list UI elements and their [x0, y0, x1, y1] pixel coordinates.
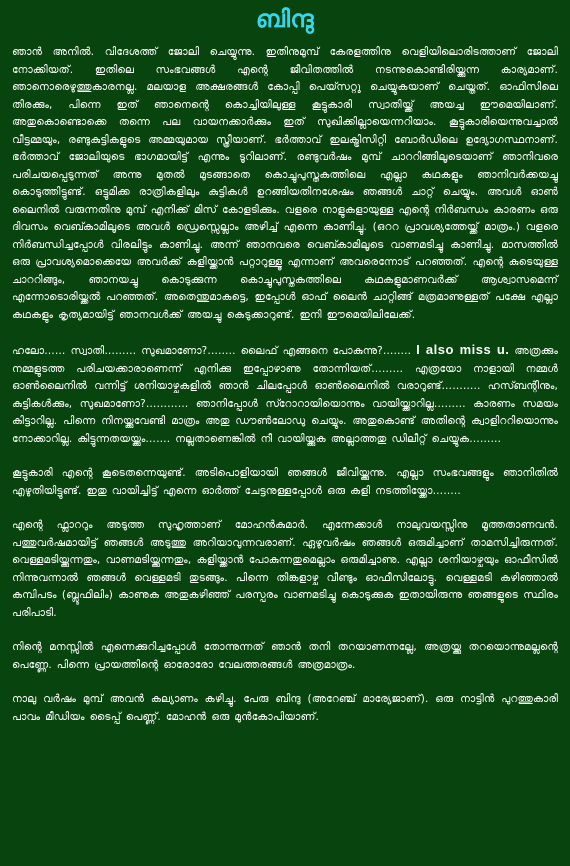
paragraph-text: നിന്റെ മനസ്സിൽ എന്നെക്കുറിച്ചപ്പോൾ തോന്നുന്നത് ഞാൻ തനി തറയാണന്നല്ലേ, അത്രയ്ക്കു തറയൊന്നുമല്ലന്റെ പെണ്ണേ. പിന്നെ പ്രായത്തിന്റെ ഓരോരോ വേലത്തരങ്ങൾ അത്രമാത്രം.: [12, 641, 558, 671]
emphasis-text: I also miss u.: [416, 342, 510, 357]
paragraph-text: അത്രക്കും നമ്മളുടത്ത പരിചയക്കാരാണെന്ന് എനിക്കു ഇപ്പോഴാണു തോന്നിയത്……… എത്രയോ നാളായി നമ്മൾ ഓൺലൈനിൽ വന്നിട്ട് ശനിയാഴ്ചകളിൽ ഞാൻ ചിലപ്പോൾ ഓൺലൈനിൽ വരാറുണ്ട്……….. ഹസ്ബന്റിനും, കുട്ടികൾക്കും, സുഖമാണോ?………… ഞാനിപ്പോൾ സ്റോറായിയൊന്നും വായിയ്ക്കാറില്ല……… കാരണം സമയം കിട്ടാറില്ല. പിന്നെ നിനയ്ക്കുവേണ്ടി മാത്രം അതു ഡൗൺലോഡു ചെയ്യും. അതുകൊണ്ട് അതിന്റെ ക്വാളിററിയൊന്നും നോക്കാറില്ല. കിട്ടുന്നതയയ്ക്കും……. നല്ലതാണെങ്കിൽ നീ വായിയ്ക്കുക അല്ലാത്തതു ഡിലീറ്റ് ചെയ്യുക………: [12, 345, 558, 445]
paragraph-text: ഹലോ…… സ്വാതി……… സുഖമാണോ?…….. ലൈഫ് എങ്ങനെ പോകുന്നു?……..: [12, 345, 417, 357]
paragraph-text: എന്റെ ഫ്ലാററും അടുത്ത സുഹൃത്താണ് മോഹൻകുമാർ. എന്നേക്കാൾ നാലുവയസ്സിനു മൂത്തതാണവൻ. പത്തുവർഷമായിട്ട് ഞങ്ങൾ അടുത്തു അറിയാവുന്നവരാണ്. ഏഴുവർഷം ഞങ്ങൾ ഒരുമിച്ചാണ് താമസിച്ചിരുന്നത്. വെള്ളമടിയ്ക്കുന്നതും, വാണമടിയ്ക്കുന്നതും, കളിയ്ക്കാൻ പോകുന്നതുമെല്ലാം ഒരുമിച്ചാണു. എല്ലാ ശനിയാഴ്ചയും ഓഫീസിൽ നിന്നുവന്നാൽ ഞങ്ങൾ വെള്ളമടി തുടങ്ങും. പിന്നെ തിങ്കളാഴ്ച വീണ്ടും ഓഫീസിലോട്ടു. വെള്ളമടി കഴിഞ്ഞാൽ കമ്പിപടം (ബ്ലൂഫിലിം) കാണുക അതുകഴിഞ്ഞ് പരസ്പരം വാണമടിച്ചു കൊടുക്കുക ഇതായിരുന്നു ഞങ്ങളുടെ സ്ഥിരം പരിപാടി.: [12, 519, 558, 619]
paragraph-text: ഞാൻ അനിൽ. വിദേശത്ത് ജോലി ചെയ്യുന്നു. ഇതിനുമുമ്പ് കേരളത്തിനു വെളിയിലൊരിടത്താണ് ജോലി നോക്കിയത്. ഇതിലെ സംഭവങ്ങൾ എന്റെ ജീവിതത്തിൽ നടന്നുകൊണ്ടിരിയ്ക്കുന്ന കാര്യമാണ്. ഞാനൊരെഴുത്തുകാരനല്ല. മലയാള അക്ഷരങ്ങൾ കോപ്പി പെയ്സറ്റു ചെയ്യുകയാണ് ചെയ്തത്. ഓഫിസിലെ തിരക്കും, പിന്നെ ഇത് ഞാനെന്റെ കൊച്ചിയിലുള്ള കൂട്ടുകാരി സ്വാതിയ്ക്ക് അയച്ച ഈമെയിലാണ്. അതുകൊണ്ടൊക്കെ തന്നെ പല വായനക്കാർക്കും ഇത് സുഖിക്കില്ലായെന്നറിയാം. കൂട്ടുകാരിയെന്നുവച്ചാൽ വീട്ടമ്മയും, രണ്ടുകുട്ടികളുടെ അമ്മയുമായ സ്ത്രീയാണ്. ഭർത്താവ് ഇലക്ട്രിസിറ്റി ബോർഡിലെ ഉദ്യോഗസ്ഥനാണ്. ഭർത്താവ് ജോലിയുടെ ഭാഗമായിട്ട് എന്നും ടൂറിലാണ്. രണ്ടുവർഷം മുമ്പ് ചാററിങ്ങിലൂടെയാണ് ഞാനിവരെ പരിചയപ്പെടുന്നത് അന്നു മുതൽ മുടങ്ങാതെ കൊച്ചുപുസ്തകത്തിലെ എല്ലാ കഥകളും ഞാനിവർക്കയച്ചു കൊടുത്തിട്ടുണ്ട്. ഒട്ടുമിക്ക രാത്രികളിലും കുട്ടികൾ ഉറങ്ങിയതിനശേഷം ഞങ്ങൾ ചാറ്റ് ചെയ്യും. അവൾ ഓൺ ലൈനിൽ വരുന്നതിനു മുമ്പ് എനിക്ക് മിസ് കോളടിക്കും. വളരെ നാളുകളായുള്ള എന്റെ നിർബന്ധം കാരണം ഒരു ദിവസം വെബ്കാമിലൂടെ അവൾ ഡ്രെസ്സെല്ലാം അഴിച്ച് എന്നെ കാണിച്ചു. (ഒററ പ്രാവശ്യത്തേയ്ക്ക് മാത്രം.) വളരെ നിർബന്ധിച്ചപ്പോൾ വിരലിട്ടും കാണിച്ചു. അന്ന് ഞാനവരെ വെബ്കാമിലൂടെ വാണമടിച്ചു കാണിച്ചു. മാസത്തിൽ ഒരു പ്രാവശ്യമൊക്കെയേ അവർക്ക് കളിയ്ക്കാൻ പറ്റാറുള്ളൂ എന്നാണ് അവരെന്നോട് പറഞ്ഞത്. എന്റെ കുടെയുള്ള ചാററിങ്ങും, ഞാനയച്ചു കൊടുക്കുന്ന കൊച്ചുപുസ്തകത്തിലെ കഥകളുമാണവർക്ക് ആശ്വാസമെന്ന് എന്നോടൊരിയ്ക്കൽ പറഞ്ഞത്. അതെന്തുമാകട്ടെ, ഇപ്പോൾ ഓഫ് ലൈൻ ചാറ്റിങ്ങ് മത്രമാണുള്ളത് പക്ഷേ എല്ലാ കഥകളും കൃത്യമായിട്ട് ഞാനവൾക്ക് അയച്ചു കെടുക്കാറുണ്ട്. ഇനി ഈമെയിലിലേക്ക്.: [12, 46, 558, 321]
story-paragraph-mohan: [12, 517, 558, 622]
story-title: ബിന്ദു: [255, 5, 315, 33]
story-paragraph-greeting: [12, 341, 558, 448]
paragraph-text: നാലു വർഷം മുമ്പ് അവൻ കല്യാണം കഴിച്ചു. പേരു ബിന്ദു (അറേഞ്ച് മാര്യേജാണ്). ഒരു നാട്ടിൻ പുറത്തുകാരി പാവം മീഡിയം ടൈപ്പ് പെണ്ണ്. മോഹൻ ഒരു മുൻകോപിയാണ്.: [12, 693, 558, 723]
story-paragraph-marriage: [12, 691, 558, 726]
story-paragraph-friend: [12, 465, 558, 500]
story-paragraph-intro: [12, 44, 558, 324]
story-paragraph-thoughts: [12, 639, 558, 674]
story-page: [0, 5, 570, 866]
paragraph-text: കൂട്ടുകാരി എന്റെ കൂടെതന്നെയുണ്ട്. അടിപൊളിയായി ഞങ്ങൾ ജീവിയ്ക്കുന്നു. എല്ലാ സംഭവങ്ങളും ഞാനിതിൽ എഴുതിയിട്ടുണ്ട്. ഇതു വായിച്ചിട്ട് എന്നെ ഓർത്ത് ചേട്ടനുള്ളപ്പോൾ ഒരു കളി നടത്തിയ്ക്കോ……..: [12, 467, 558, 497]
